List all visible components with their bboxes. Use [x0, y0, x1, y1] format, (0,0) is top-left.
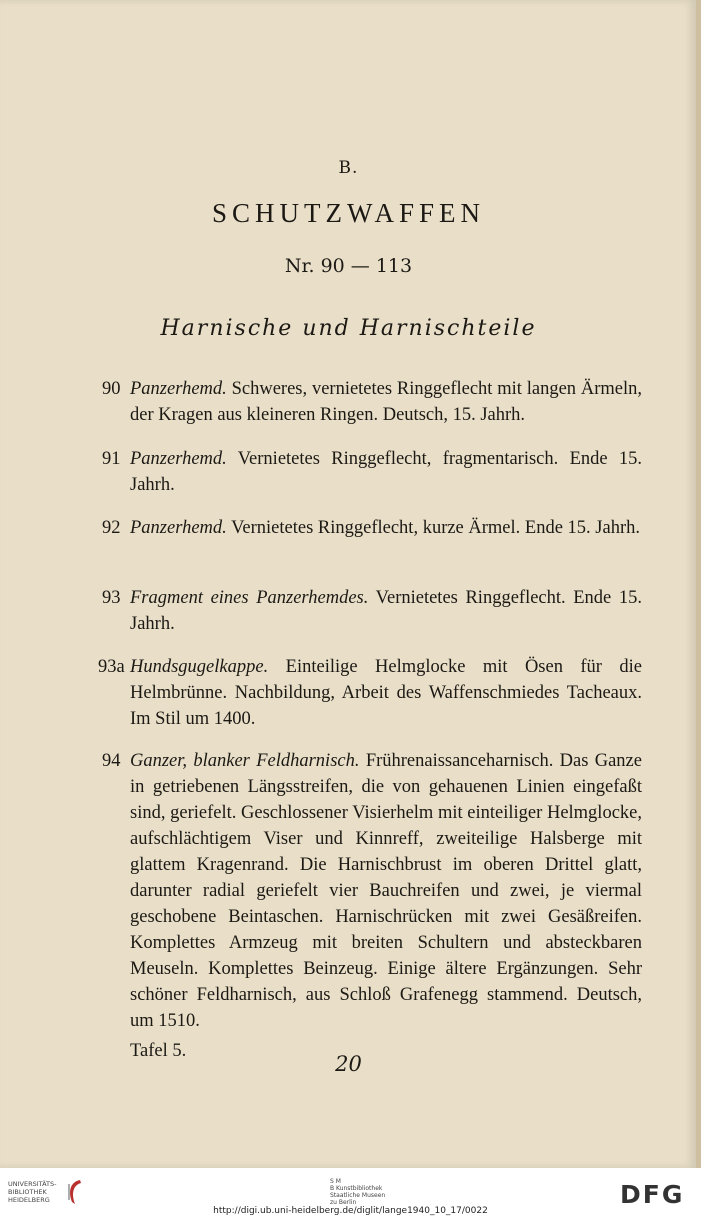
catalog-number-range: Nr. 90 — 113: [284, 255, 413, 277]
plate-reference: Tafel 5.: [130, 1041, 187, 1061]
staatliche-museen-logo: S M B Kunstbibliothek Staatliche Museen zu Berlin: [330, 1178, 386, 1206]
entry-title: Ganzer, blanker Feldharnisch.: [130, 751, 360, 771]
entry-number: 92: [102, 518, 121, 538]
source-url[interactable]: http://digi.ub.uni-heidelberg.de/diglit/lange1940_10_17/0022: [213, 1206, 488, 1216]
section-title: SCHUTZWAFFEN: [211, 198, 486, 228]
section-letter: B.: [338, 158, 359, 178]
catalog-entry-94: [102, 748, 642, 1064]
catalog-entry-92: [102, 515, 642, 541]
catalog-entry-91: [102, 446, 642, 498]
entry-title: Panzerhemd.: [130, 518, 227, 538]
entry-number: 93a: [98, 657, 125, 677]
university-library-logo-icon: [66, 1178, 84, 1206]
catalog-entry-93: [102, 585, 642, 637]
university-library-logo-text: UNIVERSITÄTS- BIBLIOTHEK HEIDELBERG: [8, 1180, 57, 1204]
page-number: 20: [335, 1052, 362, 1076]
entry-body: Vernietetes Ringgeflecht, fragmentarisch. Ende 15. Jahrh.: [130, 449, 642, 495]
entry-body: Vernietetes Ringgeflecht, kurze Ärmel. Ende 15. Jahrh.: [231, 518, 640, 538]
subsection-title: Harnische und Harnischteile: [160, 316, 537, 341]
page-edge: [696, 0, 701, 1168]
catalog-entry-90: [102, 376, 642, 428]
entry-body: Schweres, vernietetes Ringgeflecht mit langen Ärmeln, der Kragen aus kleineren Ringen. Deutsch, 15. Jahrh.: [130, 379, 642, 425]
entry-body: Frührenaissanceharnisch. Das Ganze in getriebenen Längsstreifen, die von gehauenen Linien eingefaßt sind, geriefelt. Geschlossener Visierhelm mit einteiliger Helmglocke, aufschlächtigem Viser und Kinnreff, zweiteilige Halsberge mit glattem Kragenrand. Die Harnischbrust im oberen Drittel glatt, darunter radial geriefelt vier Bauchreifen und zwei, je viermal geschobene Beintaschen. Harnischrücken mit zwei Gesäßreifen. Komplettes Armzeug mit breiten Schultern und absteckbaren Meuseln. Komplettes Beinzeug. Einige ältere Ergänzungen. Sehr schöner Feldharnisch, aus Schloß Grafenegg stammend. Deutsch, um 1510.: [130, 751, 642, 1031]
dfg-logo: DFG: [620, 1180, 685, 1209]
entry-number: 94: [102, 751, 121, 771]
entry-title: Hundsgugelkappe.: [130, 657, 269, 677]
entry-number: 90: [102, 379, 121, 399]
entry-title: Panzerhemd.: [130, 379, 227, 399]
entry-title: Panzerhemd.: [130, 449, 227, 469]
catalog-entry-93a: [98, 654, 643, 732]
entry-title: Fragment eines Panzerhemdes.: [130, 588, 369, 608]
entry-body: Einteilige Helmglocke mit Ösen für die Helmbrünne. Nachbildung, Arbeit des Waffenschmiedes Tacheaux. Im Stil um 1400.: [130, 657, 643, 729]
viewer-footer: [0, 1168, 701, 1220]
entry-number: 93: [102, 588, 121, 608]
entry-number: 91: [102, 449, 121, 469]
entry-body: Vernietetes Ringgeflecht. Ende 15. Jahrh.: [130, 588, 643, 634]
